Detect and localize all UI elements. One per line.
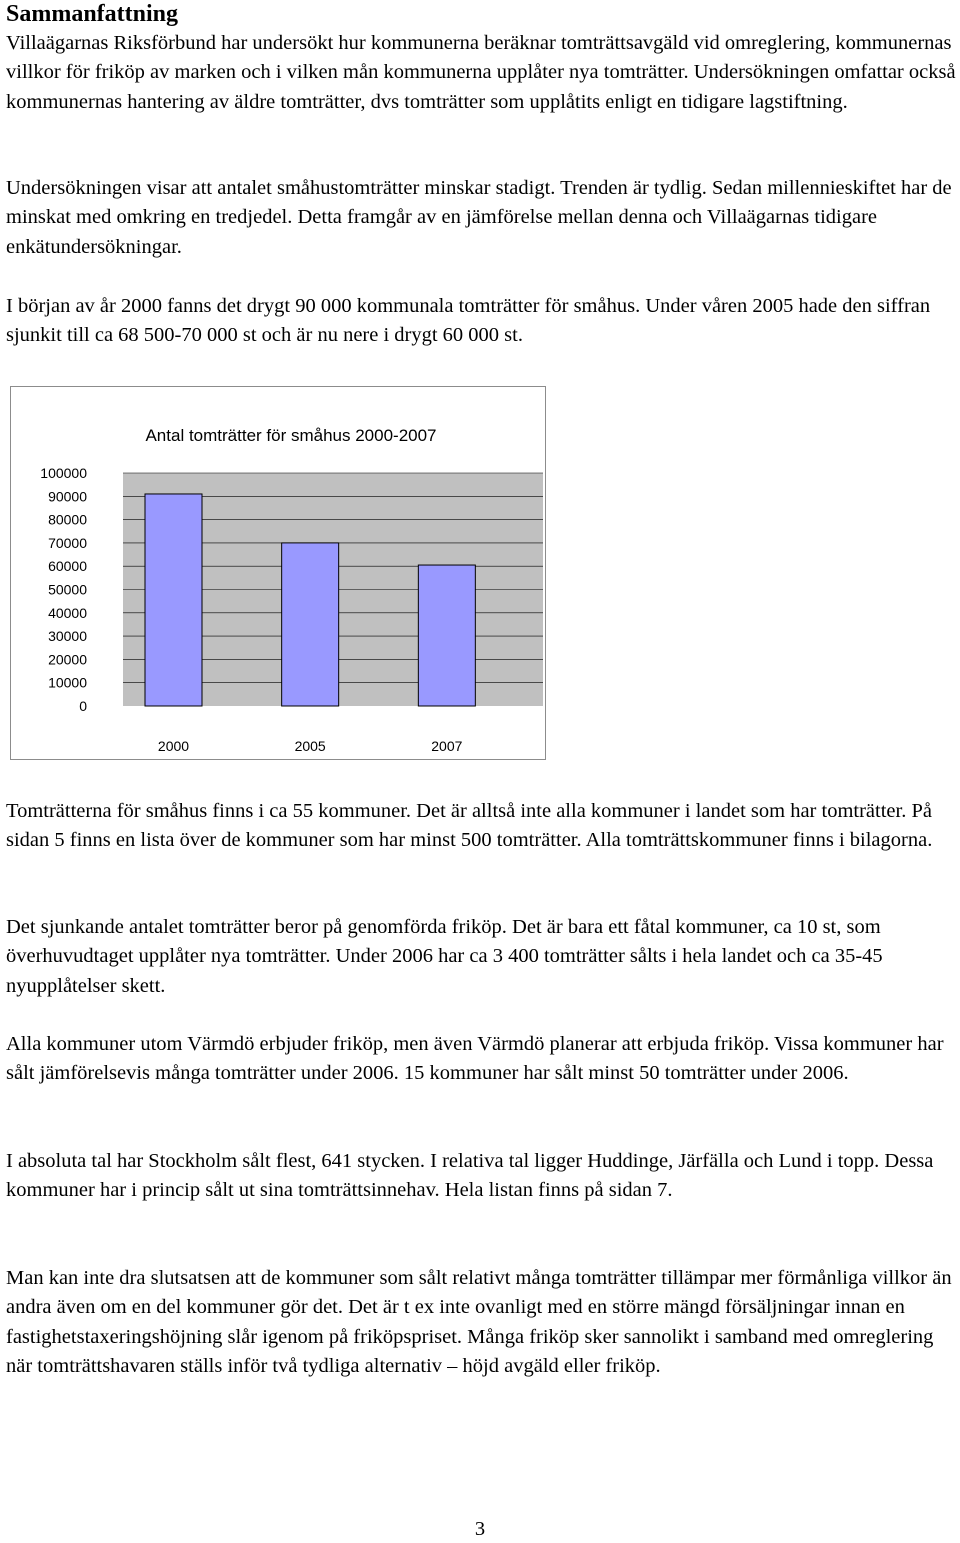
x-tick-label: 2005 [294,738,326,754]
paragraph-varmdo: Alla kommuner utom Värmdö erbjuder friköp, men även Värmdö planerar att erbjuda friköp. Vissa kommuner har sålt jämförelsevis många tomträtter under 2006. 15 kommuner har sålt minst 50 tomträtter under 2006. [6,1033,944,1085]
x-tick-label: 2007 [431,738,463,754]
bar [282,543,339,706]
y-tick-label: 70000 [48,534,87,551]
chart-svg [11,387,547,761]
y-tick-label: 80000 [48,511,87,528]
y-tick-label: 60000 [48,558,87,575]
bar [418,565,475,706]
bar [145,494,202,706]
paragraph-conclusion: Man kan inte dra slutsatsen att de kommuner som sålt relativt många tomträtter tillämpar mer förmånliga villkor än andra även om en del kommuner gör det. Det är t ex inte ovanligt med en större mängd försäljningar innan en fastighetstaxeringshöjning slår igenom på friköpspriset. Många friköp sker sannolikt i samband med omreglering när tomträttshavaren ställs inför två tydliga alternativ – höjd avgäld eller friköp. [6,1267,952,1377]
y-tick-label: 30000 [48,628,87,645]
paragraph-intro: Villaägarnas Riksförbund har undersökt hur kommunerna beräknar tomträttsavgäld vid omreglering, kommunernas villkor för friköp av marken och i vilken mån kommunerna upplåter nya tomträtter. Undersökningen omfattar också kommunernas hantering av äldre tomträtter, dvs tomträtter som upplåtits enligt en tidigare lagstiftning. [6,32,956,113]
bar-chart [10,386,546,760]
paragraph-numbers: I början av år 2000 fanns det drygt 90 000 kommunala tomträtter för småhus. Under våren 2005 hade den siffran sjunkit till ca 68 500-70 000 st och är nu nere i drygt 60 000 st. [6,295,931,347]
y-tick-label: 40000 [48,604,87,621]
paragraph-stockholm: I absoluta tal har Stockholm sålt flest, 641 stycken. I relativa tal ligger Huddinge, Järfälla och Lund i topp. Dessa kommuner har i princip sålt ut sina tomträttsinnehav. Hela listan finns på sidan 7. [6,1150,934,1202]
paragraph-municipalities: Tomträtterna för småhus finns i ca 55 kommuner. Det är alltså inte alla kommuner i landet som har tomträtter. På sidan 5 finns en lista över de kommuner som har minst 500 tomträtter. Alla tomträttskommuner finns i bilagorna. [6,800,933,852]
y-tick-label: 0 [79,698,87,714]
y-tick-label: 20000 [48,651,87,668]
paragraph-trend: Undersökningen visar att antalet småhustomträtter minskar stadigt. Trenden är tydlig. Sedan millennieskiftet har de minskat med omkring en tredjedel. Detta framgår av en jämförelse mellan denna och Villaägarnas tidigare enkätundersökningar. [6,177,952,258]
y-tick-label: 90000 [48,488,87,505]
y-tick-label: 50000 [48,581,87,598]
paragraph-purchases: Det sjunkande antalet tomträtter beror på genomförda friköp. Det är bara ett fåtal kommuner, ca 10 st, som överhuvudtaget upplåter nya tomträtter. Under 2006 har ca 3 400 tomträtter sålts i hela landet och ca 35-45 nyupplåtelser skett. [6,916,883,997]
page-number: 3 [474,1518,486,1540]
x-tick-label: 2000 [157,738,190,754]
page-heading: Sammanfattning [6,1,179,27]
y-tick-label: 100000 [40,465,87,481]
y-tick-label: 10000 [48,674,87,691]
chart-title: Antal tomträtter för småhus 2000-2007 [145,426,437,445]
